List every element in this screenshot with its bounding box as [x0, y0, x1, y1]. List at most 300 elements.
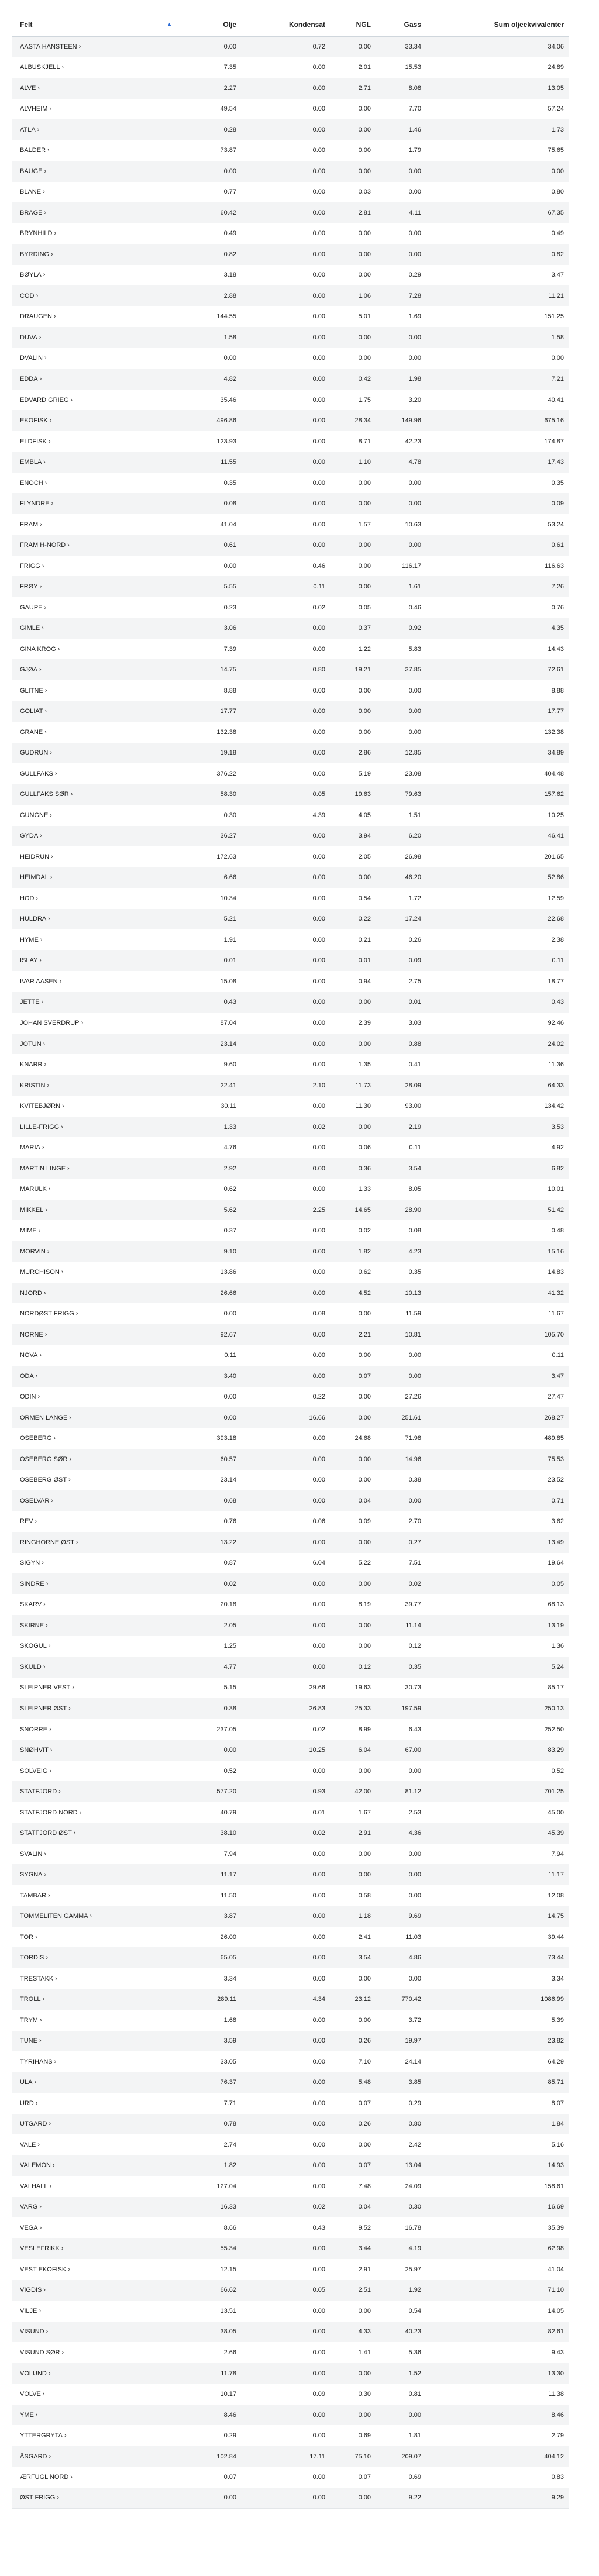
field-link[interactable] [20, 1082, 49, 1089]
field-link[interactable] [20, 1020, 83, 1027]
chevron-right-icon: › [50, 874, 53, 881]
table-row [12, 1241, 569, 1262]
field-name-cell [12, 971, 175, 992]
field-link[interactable] [20, 832, 42, 839]
field-link[interactable] [20, 334, 41, 341]
field-link[interactable] [20, 1497, 53, 1504]
field-name-cell [12, 1947, 175, 1968]
field-link[interactable] [20, 2079, 36, 2086]
olje-cell: 60.57 [220, 1455, 236, 1463]
field-link[interactable] [20, 1456, 71, 1463]
field-link[interactable] [20, 1144, 44, 1151]
chevron-right-icon: › [73, 1830, 76, 1837]
field-link[interactable] [20, 915, 50, 922]
ngl-cell: 7.10 [358, 2058, 371, 2065]
field-link[interactable] [20, 1664, 45, 1671]
field-link[interactable] [20, 2017, 42, 2024]
table-row [12, 493, 569, 514]
field-link[interactable] [20, 354, 47, 361]
field-link[interactable] [20, 687, 47, 694]
chevron-right-icon: › [54, 2058, 57, 2065]
field-name-cell [12, 2259, 175, 2280]
column-header-gass[interactable]: Gass [376, 13, 426, 36]
field-link[interactable] [20, 1747, 53, 1754]
field-link[interactable] [20, 500, 53, 507]
kondensat-cell: 0.00 [312, 250, 325, 258]
table-row [12, 2280, 569, 2301]
sum-oljeekvivalenter-cell: 132.38 [544, 728, 564, 736]
chevron-right-icon: › [46, 2328, 49, 2336]
sum-oljeekvivalenter-cell: 11.21 [548, 292, 564, 299]
sum-oljeekvivalenter-cell: 17.77 [548, 708, 564, 715]
kondensat-cell: 0.02 [312, 1830, 325, 1837]
field-name-cell [12, 1096, 175, 1117]
ngl-cell: 0.00 [358, 333, 371, 341]
field-link[interactable] [20, 188, 45, 195]
field-link[interactable] [20, 583, 42, 590]
chevron-right-icon: › [44, 728, 47, 736]
chevron-right-icon: › [61, 1123, 63, 1131]
field-link[interactable] [20, 230, 56, 237]
field-link[interactable] [20, 1310, 78, 1317]
field-name: BAUGE [20, 167, 43, 175]
kondensat-cell: 0.00 [312, 167, 325, 175]
chevron-right-icon: › [49, 2182, 52, 2190]
field-link[interactable] [20, 1788, 61, 1795]
field-name: SKARV [20, 1601, 42, 1609]
gass-cell: 81.12 [405, 1788, 421, 1796]
field-link[interactable] [20, 1518, 37, 1525]
field-link[interactable] [20, 1975, 57, 1982]
column-header-felt[interactable] [12, 13, 175, 36]
field-name-cell [12, 950, 175, 972]
olje-cell: 7.39 [223, 645, 236, 653]
field-link[interactable] [20, 1186, 51, 1193]
field-link[interactable] [20, 209, 46, 216]
field-name: TYRIHANS [20, 2058, 53, 2065]
field-link[interactable] [20, 708, 47, 715]
sum-oljeekvivalenter-cell: 6.82 [551, 1165, 564, 1172]
table-row [12, 784, 569, 805]
field-link[interactable] [20, 64, 64, 71]
sum-oljeekvivalenter-cell: 18.77 [548, 977, 564, 985]
field-link[interactable] [20, 729, 47, 736]
ngl-cell: 0.00 [358, 271, 371, 279]
field-link[interactable] [20, 1290, 46, 1297]
field-link[interactable] [20, 1269, 64, 1276]
field-name: VOLUND [20, 2370, 47, 2377]
kondensat-cell: 0.00 [312, 105, 325, 113]
field-name: OSELVAR [20, 1497, 50, 1504]
sum-oljeekvivalenter-cell: 157.62 [544, 791, 564, 798]
field-link[interactable] [20, 292, 38, 299]
field-name: EDVARD GRIEG [20, 396, 69, 404]
field-link[interactable] [20, 105, 51, 112]
table-row [12, 369, 569, 390]
field-link[interactable] [20, 85, 40, 92]
field-name: BRAGE [20, 209, 43, 216]
field-link[interactable] [20, 1373, 38, 1380]
chevron-right-icon: › [54, 770, 57, 777]
field-name-cell [12, 119, 175, 140]
field-name: JOHAN SVERDRUP [20, 1019, 80, 1027]
field-name: EMBLA [20, 459, 42, 466]
ngl-cell: 0.42 [358, 376, 371, 383]
field-link[interactable] [20, 2349, 64, 2356]
field-name-cell [12, 929, 175, 950]
field-link[interactable] [20, 1414, 71, 1421]
field-link[interactable] [20, 1352, 42, 1359]
field-link[interactable] [20, 313, 56, 320]
field-link[interactable] [20, 2266, 70, 2273]
kondensat-cell: 0.00 [312, 708, 325, 715]
chevron-right-icon: › [62, 1103, 64, 1110]
table-row [12, 556, 569, 577]
field-name: SOLVEIG [20, 1767, 48, 1775]
field-name: RINGHORNE ØST [20, 1538, 74, 1546]
kondensat-cell: 6.04 [312, 1559, 325, 1567]
table-row [12, 265, 569, 286]
field-name-cell [12, 1615, 175, 1636]
olje-cell: 0.28 [223, 126, 236, 133]
field-link[interactable] [20, 2412, 38, 2419]
table-row [12, 119, 569, 140]
field-link[interactable] [20, 2245, 64, 2252]
olje-cell: 7.35 [223, 64, 236, 71]
field-name-cell [12, 680, 175, 701]
column-header-ngl[interactable]: NGL [330, 13, 376, 36]
field-link[interactable] [20, 978, 61, 985]
field-link[interactable] [20, 1539, 78, 1546]
field-link[interactable] [20, 251, 53, 258]
field-link[interactable] [20, 936, 42, 943]
field-link[interactable] [20, 1476, 71, 1483]
chevron-right-icon: › [42, 1559, 44, 1567]
field-name-cell [12, 2425, 175, 2446]
field-name: NORDØST FRIGG [20, 1310, 74, 1318]
field-link[interactable] [20, 147, 50, 154]
sum-oljeekvivalenter-cell: 11.36 [548, 1061, 564, 1069]
field-link[interactable] [20, 1768, 51, 1775]
field-link[interactable] [20, 2183, 51, 2190]
field-link[interactable] [20, 1934, 37, 1941]
field-link[interactable] [20, 1642, 51, 1649]
kondensat-cell: 0.00 [312, 1248, 325, 1255]
table-row [12, 1781, 569, 1802]
field-link[interactable] [20, 1622, 48, 1629]
column-header-olje[interactable]: Olje [175, 13, 241, 36]
field-name-cell [12, 2238, 175, 2260]
sum-oljeekvivalenter-cell: 116.63 [545, 562, 564, 570]
kondensat-cell: 0.00 [312, 500, 325, 508]
field-name-cell [12, 1449, 175, 1470]
sum-oljeekvivalenter-cell: 52.86 [548, 874, 564, 881]
field-name-cell [12, 597, 175, 618]
field-name-cell [12, 493, 175, 514]
field-link[interactable] [20, 2120, 51, 2127]
field-name-cell [12, 2467, 175, 2488]
field-link[interactable] [20, 853, 53, 860]
field-link[interactable] [20, 376, 42, 383]
field-name-cell [12, 2093, 175, 2114]
olje-cell: 0.07 [223, 2474, 236, 2481]
field-link[interactable] [20, 2286, 46, 2293]
field-link[interactable] [20, 1124, 63, 1131]
ngl-cell: 2.91 [358, 2265, 371, 2273]
field-link[interactable] [20, 2432, 67, 2439]
ngl-cell: 0.06 [358, 1144, 371, 1152]
ngl-cell: 0.00 [358, 562, 371, 570]
field-name-cell [12, 1864, 175, 1885]
sum-oljeekvivalenter-cell: 0.52 [551, 1767, 564, 1775]
ngl-cell: 0.04 [358, 1497, 371, 1504]
chevron-right-icon: › [70, 791, 73, 798]
kondensat-cell: 0.00 [312, 2099, 325, 2107]
field-link[interactable] [20, 2494, 59, 2501]
field-link[interactable] [20, 2203, 42, 2210]
kondensat-cell: 0.00 [312, 2245, 325, 2253]
field-link[interactable] [20, 1165, 70, 1172]
olje-cell: 11.78 [221, 2370, 236, 2377]
table-row [12, 2155, 569, 2176]
gass-cell: 24.14 [405, 2058, 421, 2065]
gass-cell: 0.69 [408, 2474, 421, 2481]
gass-cell: 0.92 [408, 625, 421, 632]
gass-cell: 6.20 [408, 832, 421, 840]
olje-cell: 0.00 [223, 354, 236, 362]
field-link[interactable] [20, 1954, 48, 1961]
field-name-cell [12, 2197, 175, 2218]
kondensat-cell: 0.93 [312, 1788, 325, 1796]
sum-oljeekvivalenter-cell: 34.89 [548, 749, 564, 757]
gass-cell: 0.00 [408, 1850, 421, 1858]
field-link[interactable] [20, 271, 45, 278]
field-name-cell [12, 369, 175, 390]
olje-cell: 26.66 [220, 1289, 236, 1297]
ngl-cell: 8.99 [358, 1726, 371, 1733]
gass-cell: 9.22 [376, 2488, 426, 2509]
sum-oljeekvivalenter-cell: 35.39 [548, 2224, 564, 2231]
field-link[interactable] [20, 521, 42, 528]
field-link[interactable] [20, 1892, 50, 1899]
field-link[interactable] [20, 1103, 64, 1110]
gass-cell: 0.29 [408, 2099, 421, 2107]
table-row [12, 1927, 569, 1948]
sum-oljeekvivalenter-cell: 0.80 [551, 188, 564, 196]
olje-cell: 1.91 [223, 936, 236, 943]
field-link[interactable] [20, 1061, 46, 1068]
field-link[interactable] [20, 604, 46, 611]
table-row [12, 1594, 569, 1616]
field-name-cell [12, 639, 175, 660]
field-link[interactable] [20, 563, 44, 570]
field-link[interactable] [20, 791, 73, 798]
olje-cell: 1.68 [223, 2016, 236, 2024]
kondensat-cell: 2.25 [312, 1206, 325, 1214]
gass-cell: 0.35 [408, 1269, 421, 1276]
field-link[interactable] [20, 1601, 46, 1608]
ngl-cell: 0.36 [358, 1165, 371, 1172]
table-row [12, 78, 569, 99]
ngl-cell: 5.48 [358, 2079, 371, 2086]
gass-cell: 2.75 [408, 977, 421, 985]
field-link[interactable] [20, 542, 70, 549]
gass-cell: 0.00 [408, 1871, 421, 1879]
field-name: TOR [20, 1933, 34, 1941]
ngl-cell: 0.00 [358, 583, 371, 591]
field-link[interactable] [20, 1913, 92, 1920]
field-link[interactable] [20, 1684, 74, 1691]
field-link[interactable] [20, 1207, 47, 1214]
olje-cell: 1.58 [223, 333, 236, 341]
table-row [12, 763, 569, 784]
ngl-cell: 0.00 [358, 1352, 371, 1359]
field-link[interactable] [20, 957, 42, 964]
field-link[interactable] [20, 1851, 46, 1858]
olje-cell: 6.66 [223, 874, 236, 881]
field-link[interactable] [20, 459, 46, 466]
field-link[interactable] [20, 417, 51, 424]
field-link[interactable] [20, 126, 39, 133]
table-body [12, 36, 569, 2508]
field-link[interactable] [20, 2162, 55, 2169]
sum-oljeekvivalenter-cell: 0.76 [551, 604, 564, 611]
ngl-cell: 0.03 [358, 188, 371, 196]
field-link[interactable] [20, 2037, 42, 2044]
chevron-right-icon: › [61, 2348, 64, 2356]
chevron-right-icon: › [68, 1705, 71, 1712]
field-name: OSEBERG ØST [20, 1476, 67, 1484]
olje-cell: 73.87 [220, 147, 236, 154]
field-name: VIGDIS [20, 2286, 42, 2294]
field-link[interactable] [20, 2224, 42, 2231]
gass-cell: 5.83 [408, 645, 421, 653]
olje-cell: 0.43 [223, 998, 236, 1006]
ngl-cell: 0.26 [358, 2120, 371, 2128]
kondensat-cell: 4.39 [312, 811, 325, 819]
field-name: YTTERGRYTA [20, 2432, 63, 2440]
field-link[interactable] [20, 480, 47, 487]
field-link[interactable] [20, 895, 38, 902]
field-name-cell [12, 722, 175, 743]
field-link[interactable] [20, 168, 46, 175]
field-name: NJORD [20, 1289, 42, 1297]
table-row [12, 743, 569, 764]
field-link[interactable] [20, 1726, 51, 1733]
field-link[interactable] [20, 1559, 44, 1566]
ngl-cell: 3.44 [358, 2245, 371, 2253]
olje-cell: 2.27 [223, 84, 236, 92]
column-header-kondensat[interactable]: Kondensat [241, 13, 330, 36]
olje-cell: 92.67 [220, 1331, 236, 1338]
field-link[interactable] [20, 2141, 40, 2148]
field-link[interactable] [20, 1331, 47, 1338]
sum-oljeekvivalenter-cell: 0.05 [551, 1580, 564, 1587]
field-name-cell [12, 763, 175, 784]
field-link[interactable] [20, 1809, 81, 1816]
kondensat-cell: 0.09 [312, 2391, 325, 2398]
olje-cell: 0.52 [223, 1767, 236, 1775]
chevron-right-icon: › [59, 977, 62, 985]
field-link[interactable] [20, 749, 52, 756]
field-link[interactable] [20, 2058, 56, 2065]
chevron-right-icon: › [61, 1269, 64, 1276]
ngl-cell: 0.94 [358, 977, 371, 985]
olje-cell: 14.75 [220, 666, 236, 674]
gass-cell: 0.00 [408, 250, 421, 258]
field-link[interactable] [20, 874, 53, 881]
chevron-right-icon: › [35, 1372, 38, 1380]
table-row [12, 348, 569, 369]
field-name: ELDFISK [20, 438, 47, 445]
field-name: GUDRUN [20, 749, 49, 757]
field-link[interactable] [20, 1580, 48, 1587]
field-link[interactable] [20, 2391, 45, 2398]
field-link[interactable] [20, 812, 52, 819]
field-link[interactable] [20, 646, 60, 653]
chevron-right-icon: › [43, 1289, 46, 1297]
sum-oljeekvivalenter-cell: 12.59 [548, 894, 564, 902]
sum-oljeekvivalenter-cell: 151.25 [544, 313, 564, 321]
field-link[interactable] [20, 2370, 51, 2377]
field-link[interactable] [20, 625, 44, 632]
field-link[interactable] [20, 2328, 48, 2335]
field-link[interactable] [20, 666, 42, 673]
field-link[interactable] [20, 2100, 38, 2107]
field-link[interactable] [20, 1227, 40, 1234]
field-link[interactable] [20, 1830, 75, 1837]
ngl-cell: 25.33 [354, 1705, 371, 1712]
field-link[interactable] [20, 1393, 40, 1400]
sum-oljeekvivalenter-cell: 3.47 [551, 1372, 564, 1380]
field-name: ISLAY [20, 957, 38, 965]
field-link[interactable] [20, 1248, 49, 1255]
field-link[interactable] [20, 1435, 56, 1442]
gass-cell: 0.29 [408, 271, 421, 279]
gass-cell: 25.97 [405, 2265, 421, 2273]
sort-ascending-icon[interactable]: ▲ [167, 21, 172, 27]
gass-cell: 4.11 [409, 209, 421, 216]
kondensat-cell: 0.00 [312, 1289, 325, 1297]
olje-cell: 7.71 [223, 2099, 236, 2107]
gass-cell: 26.98 [405, 853, 421, 860]
field-name-cell [12, 2322, 175, 2343]
gass-cell: 4.36 [408, 1830, 421, 1837]
field-link[interactable] [20, 438, 51, 445]
column-header-sum-oljeekvivalenter[interactable]: Sum oljeekvivalenter [426, 13, 569, 36]
field-name: HOD [20, 894, 35, 902]
ngl-cell: 2.91 [358, 1830, 371, 1837]
table-row [12, 805, 569, 826]
field-link[interactable] [20, 43, 81, 50]
field-link[interactable] [20, 1996, 44, 2003]
gass-cell: 11.59 [405, 1310, 421, 1318]
kondensat-cell: 0.00 [312, 1269, 325, 1276]
field-name: SINDRE [20, 1580, 44, 1587]
olje-cell: 41.04 [220, 521, 236, 528]
field-link[interactable] [20, 1041, 45, 1048]
chevron-right-icon: › [51, 250, 53, 258]
field-link[interactable] [20, 2474, 73, 2481]
field-link[interactable] [20, 2308, 41, 2315]
field-link[interactable] [20, 998, 43, 1005]
field-link[interactable] [20, 2453, 51, 2460]
field-link[interactable] [20, 770, 57, 777]
field-link[interactable] [20, 397, 73, 404]
field-link[interactable] [20, 1705, 71, 1712]
field-link[interactable] [20, 1871, 46, 1878]
table-row [12, 473, 569, 494]
